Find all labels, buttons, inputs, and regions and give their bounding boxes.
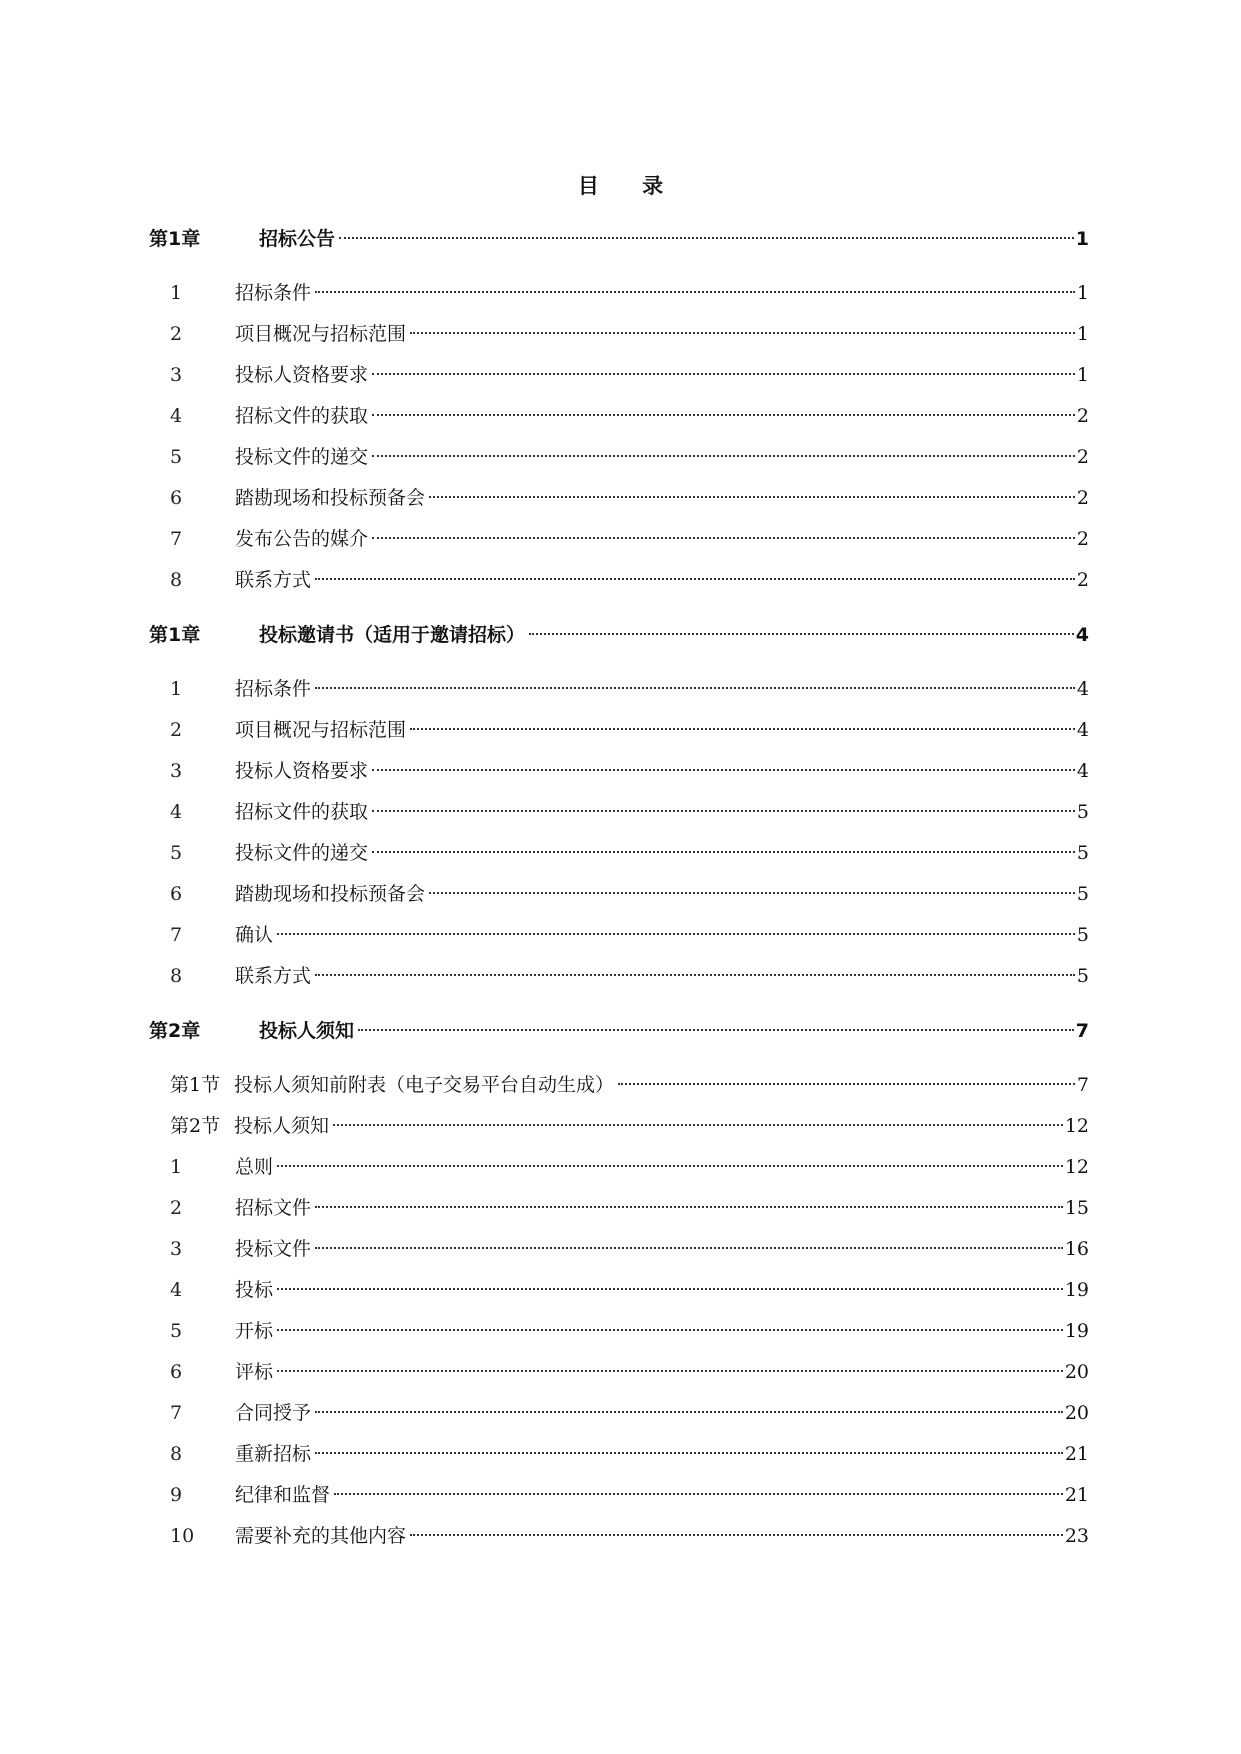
toc-entry-title: 投标文件的递交 [235,446,369,468]
toc-entry-number: 6 [170,1361,183,1383]
toc-dot-leader [277,1329,1063,1331]
toc-item-entry[interactable] [170,715,1089,745]
toc-dot-leader [372,455,1075,457]
toc-page-number: 4 [1076,760,1089,782]
toc-entry-number: 第1章 [149,624,201,646]
toc-entry-number: 8 [170,965,183,987]
toc-item-entry[interactable] [170,1316,1089,1346]
toc-entry-title: 招标条件 [235,282,312,304]
toc-page-number: 5 [1076,842,1089,864]
toc-item-entry[interactable] [170,920,1089,950]
toc-item-entry[interactable] [170,1480,1089,1510]
toc-entry-number: 9 [170,1484,183,1506]
toc-item-entry[interactable] [170,319,1089,349]
toc-entry-title: 招标文件 [235,1197,312,1219]
toc-dot-leader [410,1534,1063,1536]
toc-dot-leader [618,1083,1075,1085]
toc-item-entry[interactable] [170,401,1089,431]
toc-entry-title: 投标人须知 [259,1020,355,1042]
toc-title: 目 录 [577,174,682,198]
toc-dot-leader [410,332,1075,334]
toc-page-number: 5 [1076,965,1089,987]
toc-item-entry[interactable] [170,1193,1089,1223]
toc-chapter-entry[interactable] [149,620,1089,650]
toc-page-number: 4 [1076,719,1089,741]
toc-dot-leader [277,1288,1063,1290]
toc-entry-number: 第1节 [170,1074,221,1096]
toc-page-number: 4 [1075,624,1089,646]
toc-item-entry[interactable] [170,565,1089,595]
toc-chapter-entry[interactable] [149,1016,1089,1046]
toc-entry-number: 7 [170,528,183,550]
toc-entry-title: 投标 [235,1279,274,1301]
toc-entry-number: 5 [170,842,183,864]
toc-entry-number: 2 [170,719,183,741]
toc-dot-leader [372,769,1075,771]
toc-entry-number: 7 [170,1402,183,1424]
toc-entry-title: 项目概况与招标范围 [235,323,407,345]
toc-page-number: 19 [1064,1279,1089,1301]
toc-page-number: 2 [1076,569,1089,591]
toc-entry-number: 3 [170,1238,183,1260]
toc-entry-title: 纪律和监督 [235,1484,331,1506]
toc-page-number: 7 [1075,1020,1089,1042]
toc-entry-title: 投标人须知 [234,1115,330,1137]
toc-entry-title: 踏勘现场和投标预备会 [235,487,426,509]
toc-page-number: 5 [1076,883,1089,905]
toc-item-entry[interactable] [170,879,1089,909]
toc-entry-title: 项目概况与招标范围 [235,719,407,741]
toc-dot-leader [372,414,1075,416]
toc-page-number: 20 [1064,1361,1089,1383]
toc-dot-leader [315,974,1075,976]
toc-entry-title: 招标文件的获取 [235,405,369,427]
toc-item-entry[interactable] [170,1398,1089,1428]
toc-dot-leader [277,933,1075,935]
toc-item-entry[interactable] [170,1152,1089,1182]
toc-item-entry[interactable] [170,524,1089,554]
toc-entry-number: 2 [170,1197,183,1219]
toc-page-number: 7 [1076,1074,1089,1096]
toc-page-number: 12 [1064,1115,1089,1137]
toc-entry-number: 第2节 [170,1115,221,1137]
toc-dot-leader [277,1370,1063,1372]
toc-entry-number: 1 [170,1156,183,1178]
toc-item-entry[interactable] [170,674,1089,704]
toc-chapter-entry[interactable] [149,224,1089,254]
toc-entry-title: 投标人须知前附表（电子交易平台自动生成） [234,1074,615,1096]
toc-dot-leader [315,291,1075,293]
toc-page-number: 5 [1076,801,1089,823]
toc-section-entry[interactable] [170,1070,1089,1100]
toc-entry-title: 合同授予 [235,1402,312,1424]
toc-entry-title: 需要补充的其他内容 [235,1525,407,1547]
toc-entry-title: 总则 [235,1156,274,1178]
toc-entry-title: 确认 [235,924,274,946]
toc-entry-number: 1 [170,282,183,304]
toc-dot-leader [429,496,1075,498]
toc-dot-leader [315,1247,1063,1249]
toc-entry-number: 4 [170,1279,183,1301]
toc-dot-leader [315,1411,1063,1413]
toc-entry-title: 投标文件的递交 [235,842,369,864]
toc-dot-leader [277,1165,1063,1167]
toc-item-entry[interactable] [170,1234,1089,1264]
toc-entry-title: 招标公告 [259,228,336,250]
toc-entry-title: 踏勘现场和投标预备会 [235,883,426,905]
toc-page-number: 1 [1076,364,1089,386]
toc-page-number: 2 [1076,446,1089,468]
toc-entry-number: 8 [170,569,183,591]
toc-entry-number: 3 [170,760,183,782]
toc-entry-title: 重新招标 [235,1443,312,1465]
toc-page-number: 15 [1064,1197,1089,1219]
toc-entry-title: 评标 [235,1361,274,1383]
toc-entry-number: 4 [170,405,183,427]
toc-page-number: 21 [1064,1443,1089,1465]
toc-dot-leader [410,728,1075,730]
toc-page-number: 5 [1076,924,1089,946]
toc-entry-title: 联系方式 [235,965,312,987]
toc-page-number: 19 [1064,1320,1089,1342]
toc-dot-leader [333,1124,1063,1126]
toc-entry-number: 5 [170,1320,183,1342]
toc-page-number: 1 [1076,282,1089,304]
toc-entry-title: 投标人资格要求 [235,760,369,782]
toc-page-number: 20 [1064,1402,1089,1424]
toc-item-entry[interactable] [170,442,1089,472]
toc-dot-leader [358,1029,1074,1031]
toc-entry-title: 投标人资格要求 [235,364,369,386]
toc-item-entry[interactable] [170,483,1089,513]
toc-page-number: 16 [1064,1238,1089,1260]
toc-entry-number: 8 [170,1443,183,1465]
toc-entry-title: 联系方式 [235,569,312,591]
toc-entry-number: 6 [170,487,183,509]
toc-dot-leader [372,810,1075,812]
toc-entry-number: 第2章 [149,1020,201,1042]
toc-item-entry[interactable] [170,1357,1089,1387]
toc-entry-number: 5 [170,446,183,468]
toc-dot-leader [529,633,1074,635]
toc-item-entry[interactable] [170,961,1089,991]
toc-item-entry[interactable] [170,838,1089,868]
toc-page-number: 1 [1075,228,1089,250]
toc-entry-title: 投标邀请书（适用于邀请招标） [259,624,526,646]
toc-dot-leader [372,537,1075,539]
toc-entry-number: 1 [170,678,183,700]
toc-dot-leader [334,1493,1063,1495]
toc-page-number: 23 [1064,1525,1089,1547]
toc-item-entry[interactable] [170,1439,1089,1469]
toc-entry-number: 10 [170,1525,195,1547]
toc-entry-number: 6 [170,883,183,905]
toc-dot-leader [315,687,1075,689]
toc-dot-leader [372,373,1075,375]
toc-entry-number: 7 [170,924,183,946]
toc-dot-leader [315,1206,1063,1208]
toc-page-number: 21 [1064,1484,1089,1506]
toc-entry-number: 4 [170,801,183,823]
toc-entry-title: 开标 [235,1320,274,1342]
toc-item-entry[interactable] [170,756,1089,786]
toc-dot-leader [315,1452,1063,1454]
toc-item-entry[interactable] [170,360,1089,390]
toc-page-number: 2 [1076,487,1089,509]
toc-entry-number: 第1章 [149,228,201,250]
toc-dot-leader [339,237,1074,239]
toc-section-entry[interactable] [170,1111,1089,1141]
toc-entry-number: 2 [170,323,183,345]
toc-item-entry[interactable] [170,1521,1089,1551]
toc-entry-title: 招标文件的获取 [235,801,369,823]
toc-dot-leader [372,851,1075,853]
toc-page-number: 2 [1076,405,1089,427]
toc-entry-title: 发布公告的媒介 [235,528,369,550]
toc-dot-leader [315,578,1075,580]
toc-entry-number: 3 [170,364,183,386]
toc-page-number: 1 [1076,323,1089,345]
toc-entry-title: 招标条件 [235,678,312,700]
toc-page-number: 2 [1076,528,1089,550]
toc-entry-title: 投标文件 [235,1238,312,1260]
toc-item-entry[interactable] [170,797,1089,827]
toc-item-entry[interactable] [170,278,1089,308]
toc-item-entry[interactable] [170,1275,1089,1305]
toc-dot-leader [429,892,1075,894]
toc-page-number: 4 [1076,678,1089,700]
toc-page-number: 12 [1064,1156,1089,1178]
